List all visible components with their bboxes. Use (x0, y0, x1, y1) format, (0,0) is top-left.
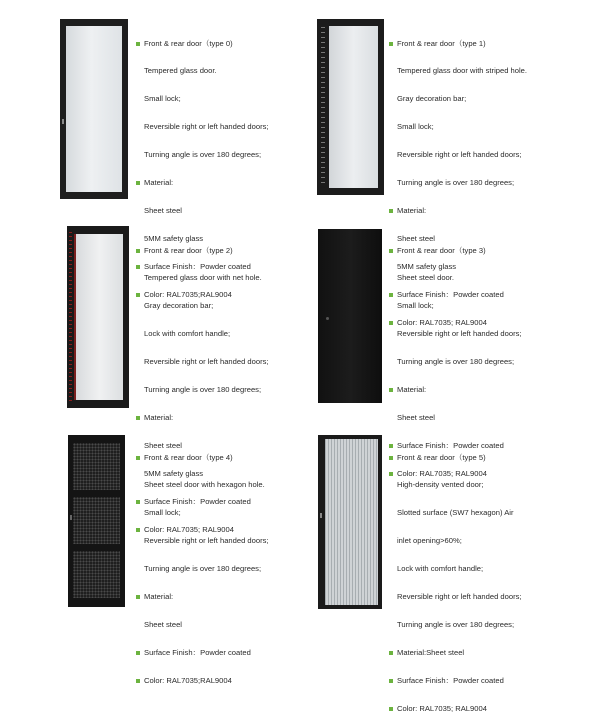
spec-finish: Surface Finish：Powder coated (136, 497, 269, 506)
spec-color: Color: RAL7035; RAL9004 (389, 318, 527, 327)
spec-line: Sheet steel (144, 440, 182, 450)
spec-line: Sheet steel door with hexagon hole. (144, 480, 265, 490)
spec-line: Tempered glass door. (144, 66, 217, 76)
spec-title: Front & rear door（type 4) (136, 453, 269, 462)
spec-color: Color: RAL7035; RAL9004 (389, 469, 522, 478)
spec-line: Small lock; (397, 122, 434, 132)
spec-block-type-5 (389, 434, 522, 722)
spec-line: Reversible right or left handed doors; (144, 357, 269, 367)
spec-line: Lock with comfort handle; (397, 564, 484, 574)
hexagon-hole-panel (73, 443, 120, 490)
striped-hole-bar (321, 27, 325, 187)
spec-block-type-4 (136, 434, 269, 694)
spec-material-label: Material: (136, 413, 269, 422)
spec-color: Color: RAL7035; RAL9004 (389, 704, 522, 713)
spec-line: Reversible right or left handed doors; (397, 592, 522, 602)
spec-title: Front & rear door（type 0) (136, 39, 269, 48)
spec-line: Sheet steel (397, 412, 435, 422)
lock-icon (62, 119, 64, 124)
spec-line: Sheet steel (144, 619, 182, 629)
spec-finish: Surface Finish：Powder coated (136, 648, 269, 657)
lock-icon (326, 317, 329, 320)
glass-panel (329, 26, 378, 188)
spec-line: Turning angle is over 180 degrees; (397, 619, 515, 629)
spec-color: Color: RAL7035;RAL9004 (136, 290, 269, 299)
spec-color: Color: RAL7035; RAL9004 (136, 525, 269, 534)
hexagon-hole-panel (73, 497, 120, 544)
spec-line: Reversible right or left handed doors; (397, 329, 522, 339)
lock-icon (320, 513, 322, 518)
hexagon-hole-panel (73, 551, 120, 598)
spec-material-label: Material: (136, 178, 269, 187)
spec-line: Gray decoration bar; (397, 94, 467, 104)
spec-title: Front & rear door（type 5) (389, 453, 522, 462)
spec-line: Sheet steel (397, 233, 435, 243)
door-image-type-0 (60, 19, 128, 199)
lock-icon (70, 515, 72, 520)
spec-line: Tempered glass door with striped hole. (397, 66, 528, 76)
spec-line: High-density vented door; (397, 480, 484, 490)
spec-line: Reversible right or left handed doors; (397, 150, 522, 160)
spec-line: 5MM safety glass (144, 468, 204, 478)
spec-finish: Surface Finish：Powder coated (389, 290, 527, 299)
spec-line: Sheet steel door. (397, 273, 454, 283)
spec-line: Turning angle is over 180 degrees; (144, 150, 262, 160)
spec-line: Turning angle is over 180 degrees; (397, 178, 515, 188)
spec-title: Front & rear door（type 2) (136, 246, 269, 255)
spec-line: Lock with comfort handle; (144, 329, 231, 339)
spec-line: 5MM safety glass (397, 261, 457, 271)
spec-finish: Surface Finish：Powder coated (136, 262, 269, 271)
spec-color: Color: RAL7035;RAL9004 (136, 676, 269, 685)
spec-title: Front & rear door（type 3) (389, 246, 522, 255)
spec-line: Sheet steel (144, 205, 182, 215)
spec-line: Reversible right or left handed doors; (144, 536, 269, 546)
spec-material-label: Material: (389, 385, 522, 394)
spec-finish: Surface Finish：Powder coated (389, 441, 522, 450)
spec-line: Gray decoration bar; (144, 301, 214, 311)
spec-line: Slotted surface (SW7 hexagon) Air (397, 508, 514, 518)
glass-panel (66, 26, 122, 192)
spec-line: inlet opening>60%; (397, 536, 462, 546)
spec-line: 5MM safety glass (144, 233, 204, 243)
vented-mesh-panel (325, 439, 378, 605)
spec-line: Turning angle is over 180 degrees; (144, 564, 262, 574)
spec-line: Reversible right or left handed doors; (144, 122, 269, 132)
spec-material-label: Material:Sheet steel (389, 648, 522, 657)
spec-finish: Surface Finish：Powder coated (389, 676, 522, 685)
door-image-type-4 (68, 435, 125, 607)
spec-line: Turning angle is over 180 degrees; (144, 385, 262, 395)
spec-title: Front & rear door（type 1) (389, 39, 527, 48)
spec-line: Small lock; (397, 301, 434, 311)
spec-line: Small lock; (144, 508, 181, 518)
door-image-type-1 (317, 19, 384, 195)
spec-line: Tempered glass door with net hole. (144, 273, 262, 283)
door-image-type-5 (318, 435, 382, 609)
door-image-type-2 (67, 226, 129, 408)
net-hole-bar (69, 232, 72, 402)
glass-panel (74, 234, 123, 400)
spec-material-label: Material: (136, 592, 269, 601)
spec-line: Small lock; (144, 94, 181, 104)
spec-material-label: Material: (389, 206, 527, 215)
door-image-type-3 (318, 229, 382, 403)
spec-line: Turning angle is over 180 degrees; (397, 357, 515, 367)
